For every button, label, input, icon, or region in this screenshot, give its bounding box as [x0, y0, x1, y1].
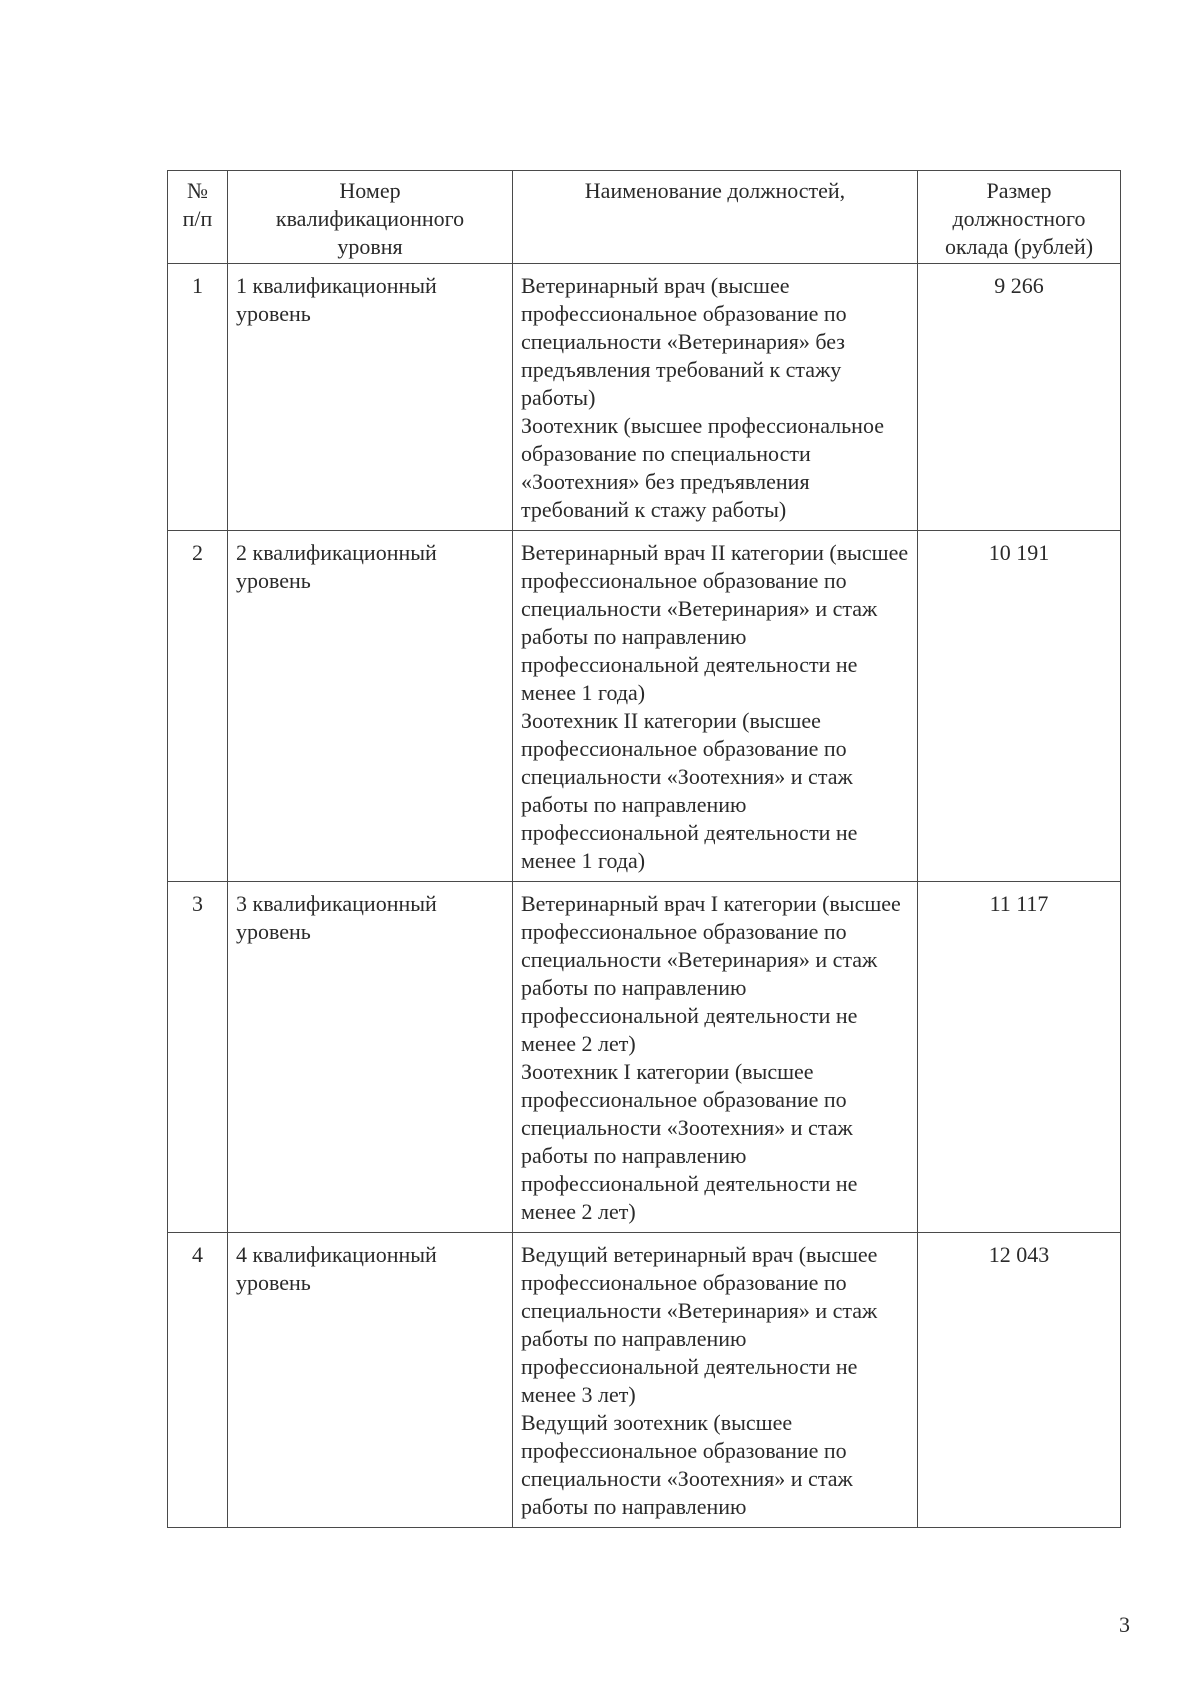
table-row	[168, 1233, 1121, 1528]
row-salary: 11 117	[918, 882, 1121, 1233]
table-row	[168, 882, 1121, 1233]
row-salary: 10 191	[918, 531, 1121, 882]
row-level: 4 квалификационный уровень	[228, 1233, 513, 1528]
row-salary: 9 266	[918, 264, 1121, 531]
row-num: 2	[168, 531, 228, 882]
position-text: Ветеринарный врач (высшее профессиональное образование по специальности «Ветеринария» без предъявления требований к стажу работы)	[521, 273, 847, 410]
header-name: Наименование должностей,	[513, 171, 918, 264]
header-num: № п/п	[168, 171, 228, 264]
row-num: 4	[168, 1233, 228, 1528]
row-positions	[513, 264, 918, 531]
table-row	[168, 264, 1121, 531]
row-positions	[513, 882, 918, 1233]
row-salary: 12 043	[918, 1233, 1121, 1528]
position-text: Ветеринарный врач I категории (высшее профессиональное образование по специальности «Ветеринария» и стаж работы по направлению профессиональной деятельности не менее 2 лет)	[521, 891, 901, 1056]
position-text: Зоотехник II категории (высшее профессиональное образование по специальности «Зоотехния» и стаж работы по направлению профессиональной деятельности не менее 1 года)	[521, 708, 858, 873]
row-positions	[513, 1233, 918, 1528]
position-text: Ветеринарный врач II категории (высшее профессиональное образование по специальности «Ветеринария» и стаж работы по направлению профессиональной деятельности не менее 1 года)	[521, 540, 909, 705]
row-num: 1	[168, 264, 228, 531]
position-text: Зоотехник I категории (высшее профессиональное образование по специальности «Зоотехния» и стаж работы по направлению профессиональной деятельности не менее 2 лет)	[521, 1059, 858, 1224]
table-row	[168, 531, 1121, 882]
row-positions	[513, 531, 918, 882]
row-level: 3 квалификационный уровень	[228, 882, 513, 1233]
table-header-row	[168, 171, 1121, 264]
salary-table	[167, 170, 1121, 1528]
row-level: 2 квалификационный уровень	[228, 531, 513, 882]
row-num: 3	[168, 882, 228, 1233]
position-text: Ведущий ветеринарный врач (высшее профессиональное образование по специальности «Ветеринария» и стаж работы по направлению профессиональной деятельности не менее 3 лет)	[521, 1242, 878, 1407]
position-text: Зоотехник (высшее профессиональное образование по специальности «Зоотехния» без предъявления требований к стажу работы)	[521, 413, 884, 522]
row-level: 1 квалификационный уровень	[228, 264, 513, 531]
position-text: Ведущий зоотехник (высшее профессиональное образование по специальности «Зоотехния» и стаж работы по направлению	[521, 1410, 853, 1519]
page-number: 3	[1119, 1612, 1130, 1637]
header-level: Номер квалификационного уровня	[228, 171, 513, 264]
header-salary: Размер должностного оклада (рублей)	[918, 171, 1121, 264]
